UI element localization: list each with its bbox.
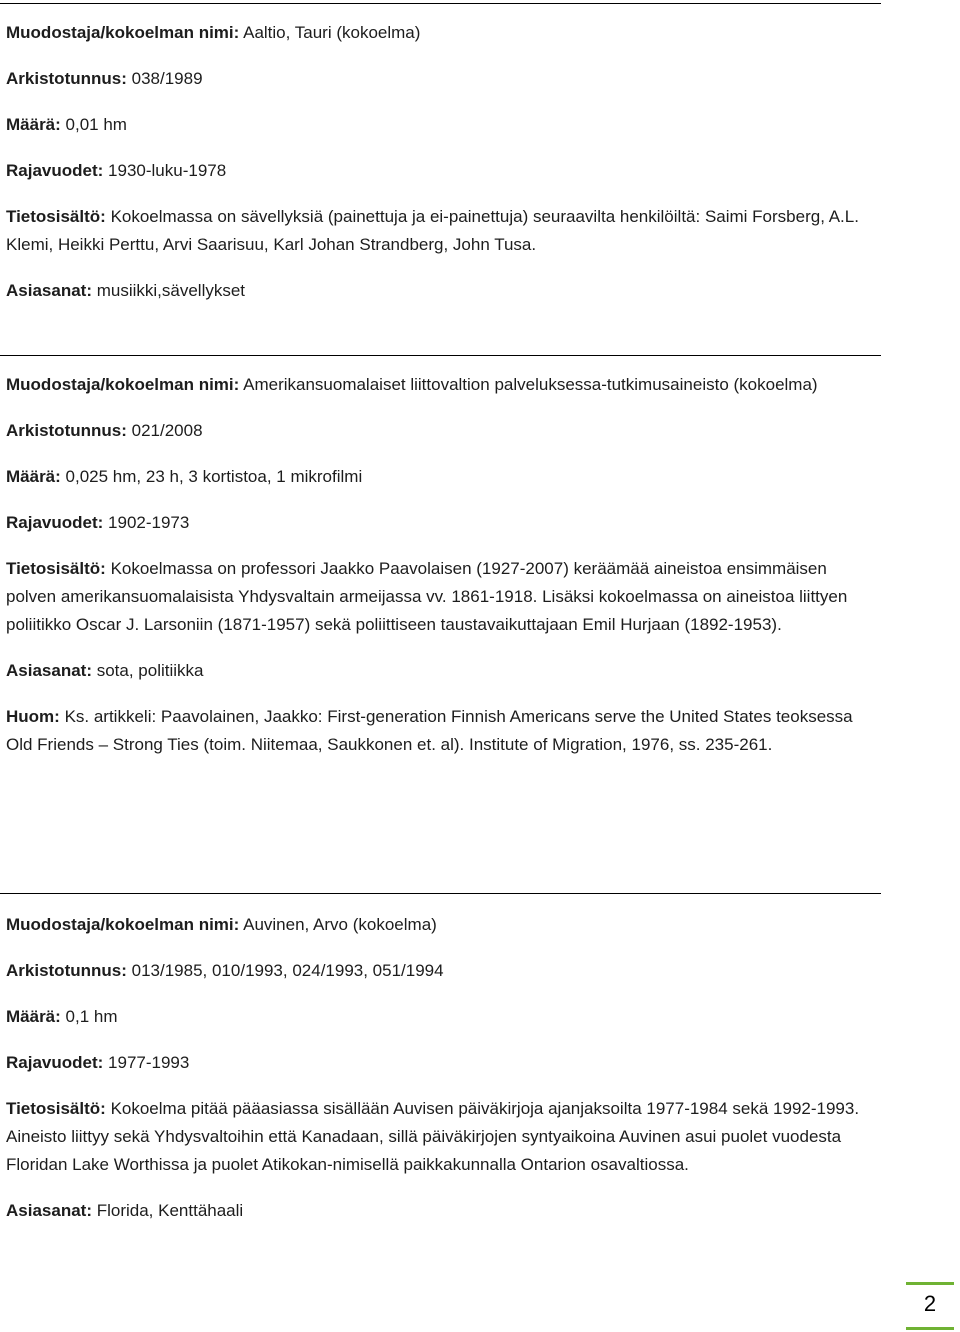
record-auvinen: [6, 911, 878, 1225]
archive-id-field: Arkistotunnus: 021/2008: [6, 421, 203, 440]
contents-field: Tietosisältö: Kokoelma pitää pääasiassa sisällään Auvisen päiväkirjoja ajanjaksoilta 1977-1984 sekä 1992-1993. Aineisto liittyy sekä Yhdysvaltoihin että Kanadaan, sillä päiväkirjojen syntyaikoina Auvinen asui puolet vuodesta Floridan Lake Worthissa ja puolet Atikokan-nimisellä paikkakunnalla Ontarion osavaltiossa.: [6, 1099, 860, 1174]
page-number-top-rule: [906, 1282, 954, 1285]
name-value: Aaltio, Tauri (kokoelma): [243, 23, 421, 42]
amount-value: 0,025 hm, 23 h, 3 kortistoa, 1 mikrofilmi: [65, 467, 363, 486]
years-field: Rajavuodet: 1930-luku-1978: [6, 161, 227, 180]
amount-value: 0,1 hm: [65, 1007, 118, 1026]
contents-value: Kokoelmassa on sävellyksiä (painettuja ja ei-painettuja) seuraavilta henkilöiltä: Saimi Forsberg, A.L. Klemi, Heikki Perttu, Arvi Saarisuu, Karl Johan Strandberg, John Tusa.: [6, 207, 859, 254]
amount-field: Määrä: 0,025 hm, 23 h, 3 kortistoa, 1 mikrofilmi: [6, 467, 363, 486]
keywords-field: Asiasanat: Florida, Kenttähaali: [6, 1201, 244, 1220]
name-value: Amerikansuomalaiset liittovaltion palveluksessa-tutkimusaineisto (kokoelma): [243, 375, 818, 394]
contents-value: Kokoelma pitää pääasiassa sisällään Auvisen päiväkirjoja ajanjaksoilta 1977-1984 sekä 1992-1993. Aineisto liittyy sekä Yhdysvaltoihin että Kanadaan, sillä päiväkirjojen syntyaikoina Auvinen asui puolet vuodesta Floridan Lake Worthissa ja puolet Atikokan-nimisellä paikkakunnalla Ontarion osavaltiossa.: [6, 1099, 860, 1174]
keywords-value: sota, politiikka: [96, 661, 204, 680]
record-amerikansuomalaiset: [6, 371, 878, 759]
keywords-value: musiikki,sävellykset: [96, 281, 246, 300]
record-divider: [0, 893, 881, 894]
name-value: Auvinen, Arvo (kokoelma): [243, 915, 437, 934]
years-value: 1977-1993: [108, 1053, 190, 1072]
note-value: Ks. artikkeli: Paavolainen, Jaakko: First-generation Finnish Americans serve the United States teoksessa Old Friends – Strong Ties (toim. Niitemaa, Saukkonen et. al). Institute of Migration, 1976, ss. 235-261.: [6, 707, 853, 754]
name-field: Muodostaja/kokoelman nimi: Auvinen, Arvo (kokoelma): [6, 915, 437, 934]
amount-field: Määrä: 0,01 hm: [6, 115, 127, 134]
years-value: 1930-luku-1978: [108, 161, 227, 180]
contents-field: Tietosisältö: Kokoelmassa on professori Jaakko Paavolaisen (1927-2007) keräämää aineistoa ensimmäisen polven amerikansuomalaisista Yhdysvaltain armeijassa vv. 1861-1918. Lisäksi kokoelmassa on aineistoa liittyen poliitikko Oscar J. Larsoniin (1871-1957) sekä poliittiseen taustavaikuttajaan Emil Hurjaan (1892-1953).: [6, 559, 848, 634]
keywords-field: Asiasanat: sota, politiikka: [6, 661, 204, 680]
archive-id-value: 038/1989: [131, 69, 203, 88]
years-field: Rajavuodet: 1902-1973: [6, 513, 190, 532]
record-aaltio: [6, 19, 878, 305]
archive-id-value: 013/1985, 010/1993, 024/1993, 051/1994: [131, 961, 444, 980]
archive-id-value: 021/2008: [131, 421, 203, 440]
contents-field: Tietosisältö: Kokoelmassa on sävellyksiä (painettuja ja ei-painettuja) seuraavilta henkilöiltä: Saimi Forsberg, A.L. Klemi, Heikki Perttu, Arvi Saarisuu, Karl Johan Strandberg, John Tusa.: [6, 207, 859, 254]
page-number: 2: [923, 1291, 937, 1316]
top-divider: [0, 3, 881, 4]
name-field: Muodostaja/kokoelman nimi: Aaltio, Tauri (kokoelma): [6, 23, 421, 42]
keywords-value: Florida, Kenttähaali: [96, 1201, 244, 1220]
name-field: Muodostaja/kokoelman nimi: Amerikansuomalaiset liittovaltion palveluksessa-tutkimusaineisto (kokoelma): [6, 375, 818, 394]
keywords-field: Asiasanat: musiikki,sävellykset: [6, 281, 246, 300]
record-divider: [0, 355, 881, 356]
page-number-bottom-rule: [906, 1327, 954, 1330]
years-field: Rajavuodet: 1977-1993: [6, 1053, 190, 1072]
archive-id-field: Arkistotunnus: 013/1985, 010/1993, 024/1993, 051/1994: [6, 961, 444, 980]
amount-field: Määrä: 0,1 hm: [6, 1007, 118, 1026]
years-value: 1902-1973: [108, 513, 190, 532]
archive-id-field: Arkistotunnus: 038/1989: [6, 69, 203, 88]
note-field: Huom: Ks. artikkeli: Paavolainen, Jaakko: First-generation Finnish Americans serve the United States teoksessa Old Friends – Strong Ties (toim. Niitemaa, Saukkonen et. al). Institute of Migration, 1976, ss. 235-261.: [6, 707, 853, 754]
page-number-box: [906, 1282, 954, 1330]
amount-value: 0,01 hm: [65, 115, 127, 134]
contents-value: Kokoelmassa on professori Jaakko Paavolaisen (1927-2007) keräämää aineistoa ensimmäisen polven amerikansuomalaisista Yhdysvaltain armeijassa vv. 1861-1918. Lisäksi kokoelmassa on aineistoa liittyen poliitikko Oscar J. Larsoniin (1871-1957) sekä poliittiseen taustavaikuttajaan Emil Hurjaan (1892-1953).: [6, 559, 848, 634]
